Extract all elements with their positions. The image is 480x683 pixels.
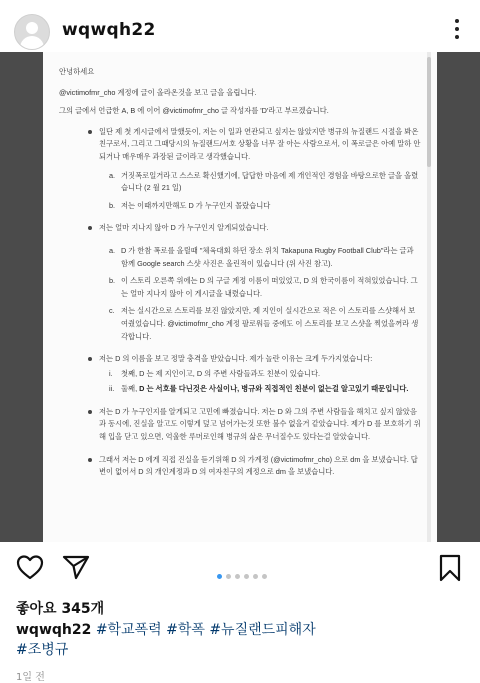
more-options-icon[interactable] — [454, 19, 460, 41]
doc-bullet-2-c: c. 저는 실시간으로 스토리를 보진 않았지만, 제 지인이 실시간으로 적은 이 스토리를 스샷해서 보여줬었습니다. @victimofmr_cho 계정 팔로워들 중에도 이 스토리를 보고 스샷을 찍었을꺼라 생각합니다. — [109, 306, 419, 341]
caption-username[interactable]: wqwqh22 — [16, 622, 92, 638]
doc-bullet-2-b: b. 이 스토리 오른쪽 위에는 D 의 구글 계정 이름이 떠있었고, D 의 한국이름이 적혀있었습니다. 그는 얼마 지나지 않아 이 게시글을 내렸습니다. — [109, 276, 418, 298]
hashtag-1[interactable]: #학교폭력 — [95, 622, 162, 638]
post-actions — [0, 550, 480, 586]
carousel-dot-1 — [217, 574, 222, 579]
carousel-dot-6 — [262, 574, 267, 579]
doc-scrollbar[interactable] — [427, 52, 431, 542]
hashtag-3[interactable]: #뉴질랜드피해자 — [209, 622, 316, 638]
doc-intro-2: 그의 글에서 언급한 A, B 에 이어 @victimofmr_cho 글 작성자를 'D'라고 부르겠습니다. — [59, 106, 329, 116]
bookmark-icon[interactable] — [438, 554, 462, 582]
carousel-dot-5 — [253, 574, 258, 579]
doc-bullet-5: 그래서 저는 D 에게 직접 진실을 듣기위해 D 의 가계정 (@victimofmr_cho) 으로 dm 을 보냈습니다. 답변이 없어서 D 의 개인계정과 D 의 여자친구의 계정으로 dm 을 보냈습니다. — [59, 454, 421, 479]
post-username[interactable]: wqwqh22 — [62, 20, 156, 40]
carousel-dot-2 — [226, 574, 231, 579]
doc-bullet-2: 저는 얼마 지나지 않아 D 가 누구인지 알게되었습니다. — [59, 222, 421, 235]
doc-bullet-2-a: a. D 가 한참 폭로를 올릴때 "체육대회 하던 장소 위치 Takapuna Rugby Football Club"라는 글과 함께 Google search 스샷 사진은 올린적이 있습니다 (위 사진 참고). — [109, 245, 414, 268]
doc-bullet-1-a: a. 거짓폭로일거라고 스스로 확신했기에, 답답한 마음에 제 개인적인 경험을 바탕으로한 글을 올렸습니다 (2 월 21 일) — [109, 170, 419, 193]
doc-intro-1: @victimofmr_cho 계정에 글이 올라온것을 보고 글을 올립니다. — [59, 87, 257, 97]
carousel-dot-3 — [235, 574, 240, 579]
doc-bullet-3-ii: ii. 둘째, D 는 서호를 다닌것은 사실이나, 병규와 직접적인 친분이 없는걸 알고있기 때문입니다. — [109, 384, 409, 394]
likes-count[interactable]: 좋아요 345개 — [16, 601, 105, 617]
avatar[interactable] — [14, 14, 50, 50]
carousel-dot-4 — [244, 574, 249, 579]
doc-greeting: 안녕하세요 — [59, 67, 95, 76]
doc-scrollbar-thumb[interactable] — [427, 57, 431, 167]
caption — [16, 620, 466, 660]
doc-bullet-1-b: b. 저는 이때까지만해도 D 가 누구인지 몰랐습니다 — [109, 200, 271, 210]
carousel-indicator — [217, 564, 271, 583]
doc-bullet-3: 저는 D 의 이름을 보고 정말 충격을 받았습니다. 제가 놀란 이유는 크게 두가지였습니다: — [59, 353, 421, 366]
doc-bullet-3-i: i. 첫째, D 는 제 지인이고, D 의 주변 사람들과도 친분이 있습니다. — [109, 368, 321, 378]
post-image[interactable] — [0, 52, 480, 542]
doc-bullet-1: 일단 제 첫 게시글에서 말했듯이, 저는 이 일과 연관되고 싶지는 않았지만 병규의 뉴질랜드 시절을 봐온 친구로서, 그리고 그때당시의 뉴질랜드/서호 상황을 너무 잘 아는 사람으로서, 이 폭로글은 아예 말하 안되거나 매우매우 과장된 글이라고 생각했습니다. — [59, 126, 421, 164]
heart-icon[interactable] — [16, 554, 44, 580]
avatar-body — [20, 36, 44, 50]
hashtag-4[interactable]: #조병규 — [16, 642, 69, 658]
share-icon[interactable] — [62, 554, 90, 580]
avatar-head — [26, 22, 38, 34]
doc-bullet-4: 저는 D 가 누구인지를 알게되고 고민에 빠졌습니다. 저는 D 와 그의 주변 사람들을 해치고 싶지 않았음과 동시에, 진실을 알고도 이렇게 덮고 넘어가는것 또한 불수 없을거 같았습니다. 제가 D 를 보호하기 위해 입을 닫고 있으면, 억울한 루머로인해 병규의 삶은 무너질수도 있다는걸 알았습니다. — [59, 406, 421, 444]
post-timestamp: 1일 전 — [16, 672, 45, 683]
document-page — [43, 52, 437, 542]
hashtag-2[interactable]: #학폭 — [166, 622, 205, 638]
